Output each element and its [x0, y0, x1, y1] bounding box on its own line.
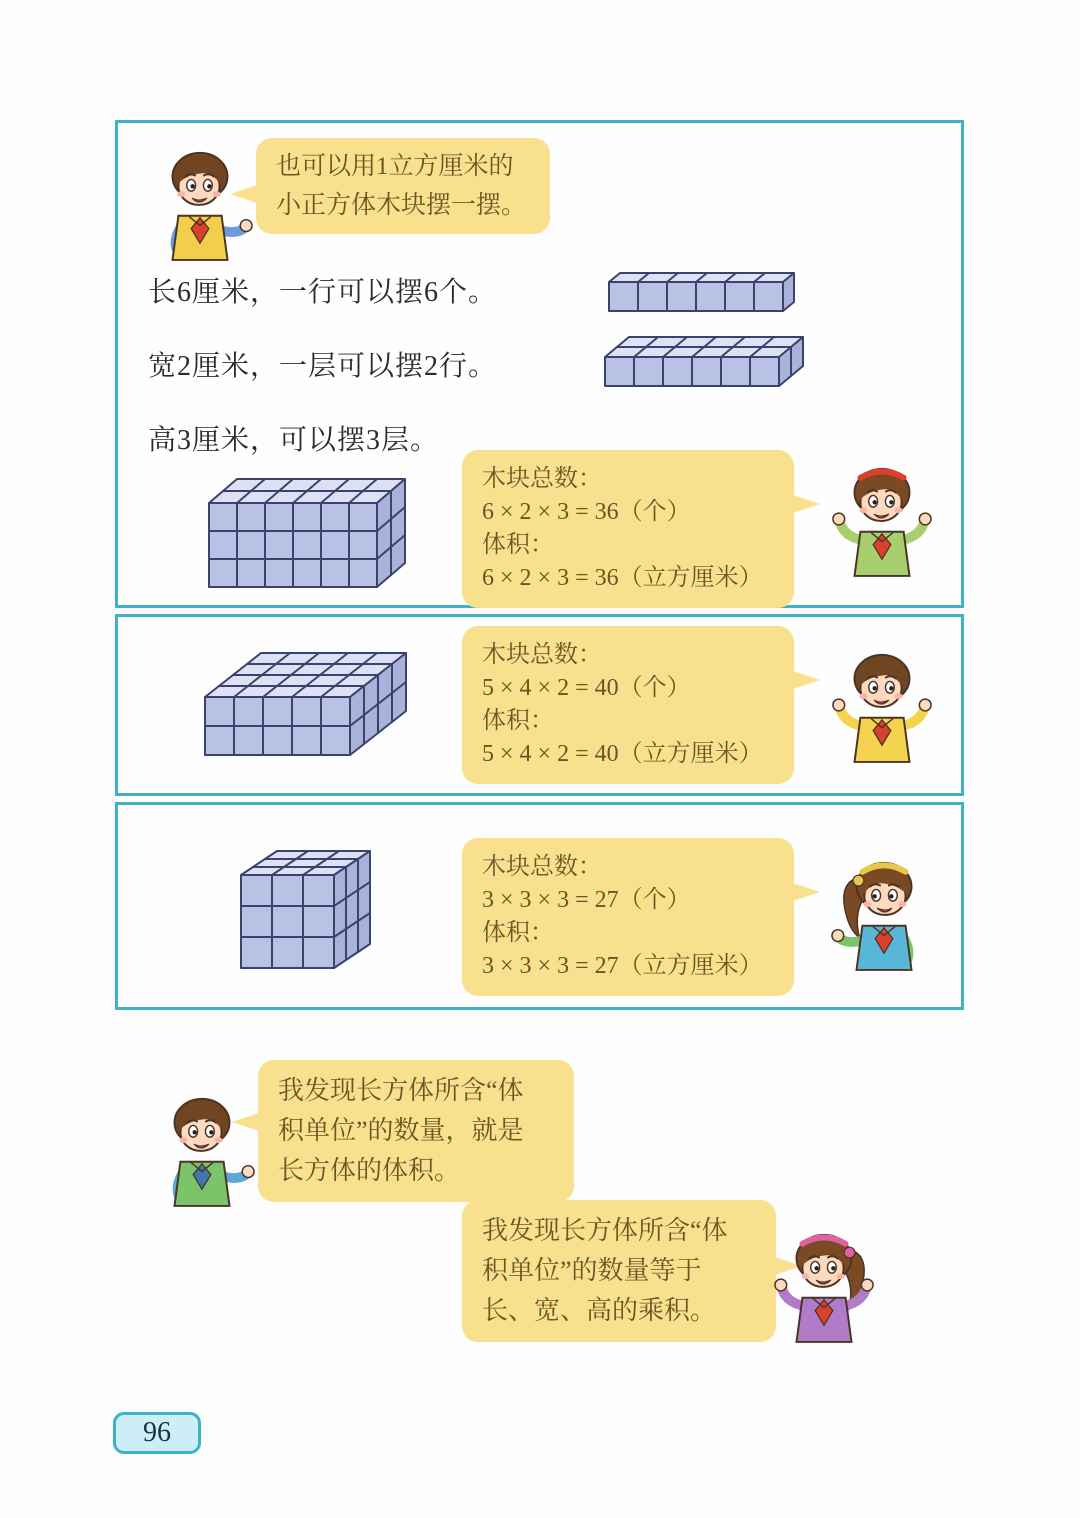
boy-character: [148, 1086, 256, 1211]
calc-formula-volume: 5 × 4 × 2 = 40（立方厘米）: [482, 741, 763, 767]
step-text-width: 宽2厘米，一层可以摆2行。: [148, 351, 498, 382]
cube-row-figure: [606, 270, 797, 319]
calc-label-count: 木块总数：: [482, 466, 602, 492]
calc-label-volume: 体积：: [482, 708, 554, 734]
step-text-height: 高3厘米，可以摆3层。: [148, 425, 440, 456]
step-text-length: 长6厘米，一行可以摆6个。: [148, 277, 498, 308]
speech-tail-icon: [230, 184, 260, 204]
cube-layer-figure: [602, 334, 806, 394]
calc-label-volume: 体积：: [482, 920, 554, 946]
calc-formula-count: 3 × 3 × 3 = 27（个）: [482, 887, 691, 913]
finding-bubble-boy: [258, 1060, 574, 1202]
calc-bubble-3: [462, 838, 794, 996]
speech-tail-icon: [790, 670, 820, 690]
speech-tail-icon: [790, 494, 820, 514]
calc-label-volume: 体积：: [482, 532, 554, 558]
finding-line: 积单位”的数量，就是: [278, 1116, 524, 1145]
intro-speech-bubble: [256, 138, 550, 234]
finding-line: 我发现长方体所含“体: [482, 1216, 728, 1245]
cuboid-5x4x2-figure: [202, 650, 409, 763]
girl-character: [828, 456, 936, 581]
page-number: 96: [143, 1417, 171, 1448]
page-number-badge: [113, 1412, 201, 1454]
calc-formula-volume: 3 × 3 × 3 = 27（立方厘米）: [482, 953, 763, 979]
calc-label-count: 木块总数：: [482, 642, 602, 668]
finding-line: 长方体的体积。: [278, 1156, 461, 1185]
girl-character: [830, 850, 938, 975]
intro-bubble-line: 也可以用1立方厘米的: [276, 153, 514, 180]
calc-label-count: 木块总数：: [482, 854, 602, 880]
finding-line: 积单位”的数量等于: [482, 1256, 702, 1285]
calc-formula-count: 6 × 2 × 3 = 36（个）: [482, 499, 691, 525]
finding-line: 长、宽、高的乘积。: [482, 1296, 717, 1325]
intro-bubble-line: 小正方体木块摆一摆。: [276, 192, 527, 219]
calc-formula-volume: 6 × 2 × 3 = 36（立方厘米）: [482, 565, 763, 591]
finding-bubble-girl: [462, 1200, 776, 1342]
cube-3x3x3-figure: [238, 848, 373, 976]
finding-line: 我发现长方体所含“体: [278, 1076, 524, 1105]
calc-bubble-2: [462, 626, 794, 784]
speech-tail-icon: [232, 1112, 262, 1132]
calc-formula-count: 5 × 4 × 2 = 40（个）: [482, 675, 691, 701]
speech-tail-icon: [790, 882, 820, 902]
cuboid-6x2x3-figure: [206, 476, 408, 595]
girl-character: [770, 1222, 878, 1347]
boy-character: [828, 642, 936, 767]
calc-bubble-1: [462, 450, 794, 608]
